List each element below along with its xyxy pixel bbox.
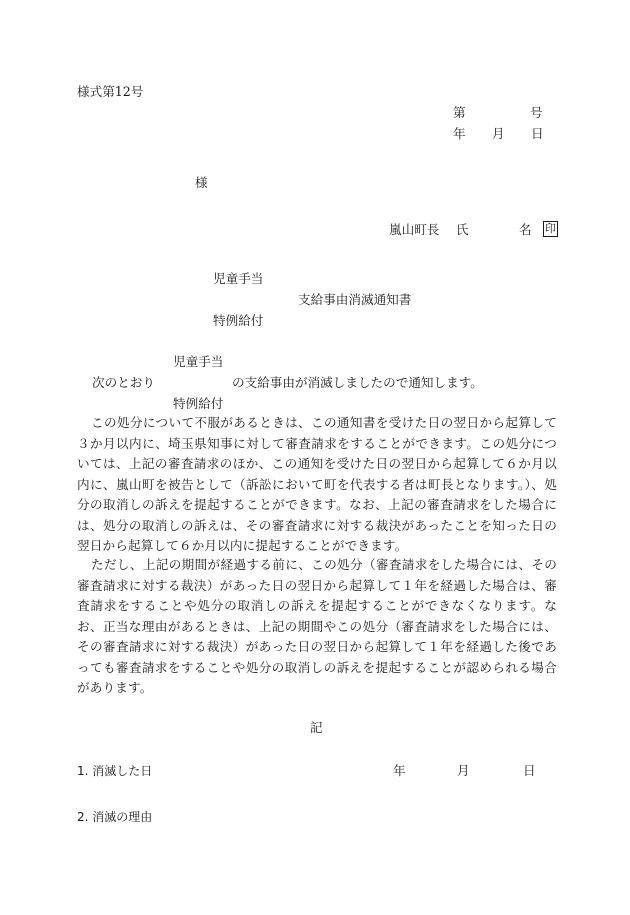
document-title: 支給事由消滅通知書 <box>298 292 412 307</box>
date-day: 日 <box>531 126 544 141</box>
item1-month: 月 <box>457 763 470 778</box>
intro-suffix: の支給事由が消滅しましたので通知します。 <box>232 375 483 390</box>
sender-title: 嵐山町長 <box>389 222 440 237</box>
intro-option-top: 児童手当 <box>173 354 224 369</box>
date-year: 年 <box>453 126 466 141</box>
seal-label: 印 <box>543 221 558 237</box>
intro-option-bottom: 特例給付 <box>173 396 224 411</box>
seal-mark <box>543 222 558 238</box>
notice-paragraph-2: ただし、上記の期間が経過する前に、この処分（審査請求をした場合には、その審査請求に対する裁決）があった日の翌日から起算して１年を経過した場合は、審査請求をすることや処分の取消しの訴えを提起することができなくなります。なお、正当な理由があるときは、上記の期間やこの処分（審査請求をした場合には、その審査請求に対する裁決）があった日の翌日から起算して１年を経過した後であっても審査請求をすることや処分の取消しの訴えを提起することが認められる場合があります。 <box>77 557 557 695</box>
form-number: 様式第12号 <box>77 84 144 99</box>
item1-day: 日 <box>523 763 536 778</box>
item2-label: 2. 消滅の理由 <box>77 810 153 824</box>
item1-label: 1. 消滅した日 <box>77 764 153 778</box>
notice-paragraph-1: この処分について不服があるときは、この通知書を受けた日の翌日から起算して３か月以内に、埼玉県知事に対して審査請求をすることができます。この処分については、上記の審査請求のほか、この通知を受けた日の翌日から起算して６か月以内に、嵐山町を被告として（訴訟において町を代表する者は町長となります。）、処分の取消しの訴えを提起することができます。なお、上記の審査請求をした場合には、処分の取消しの訴えは、その審査請求に対する裁決があったことを知った日の翌日から起算して６か月以内に提起することができます。 <box>77 415 557 553</box>
number-go: 号 <box>530 105 543 120</box>
item1-year: 年 <box>393 763 406 778</box>
number-dai: 第 <box>453 105 466 120</box>
intro-prefix: 次のとおり <box>92 375 155 390</box>
addressee-suffix: 様 <box>195 175 208 190</box>
title-option-top: 児童手当 <box>213 271 264 286</box>
ki-heading: 記 <box>310 720 323 735</box>
sender-mei: 名 <box>519 222 532 237</box>
date-month: 月 <box>492 126 505 141</box>
title-option-bottom: 特例給付 <box>213 313 264 328</box>
sender-shi: 氏 <box>456 222 469 237</box>
